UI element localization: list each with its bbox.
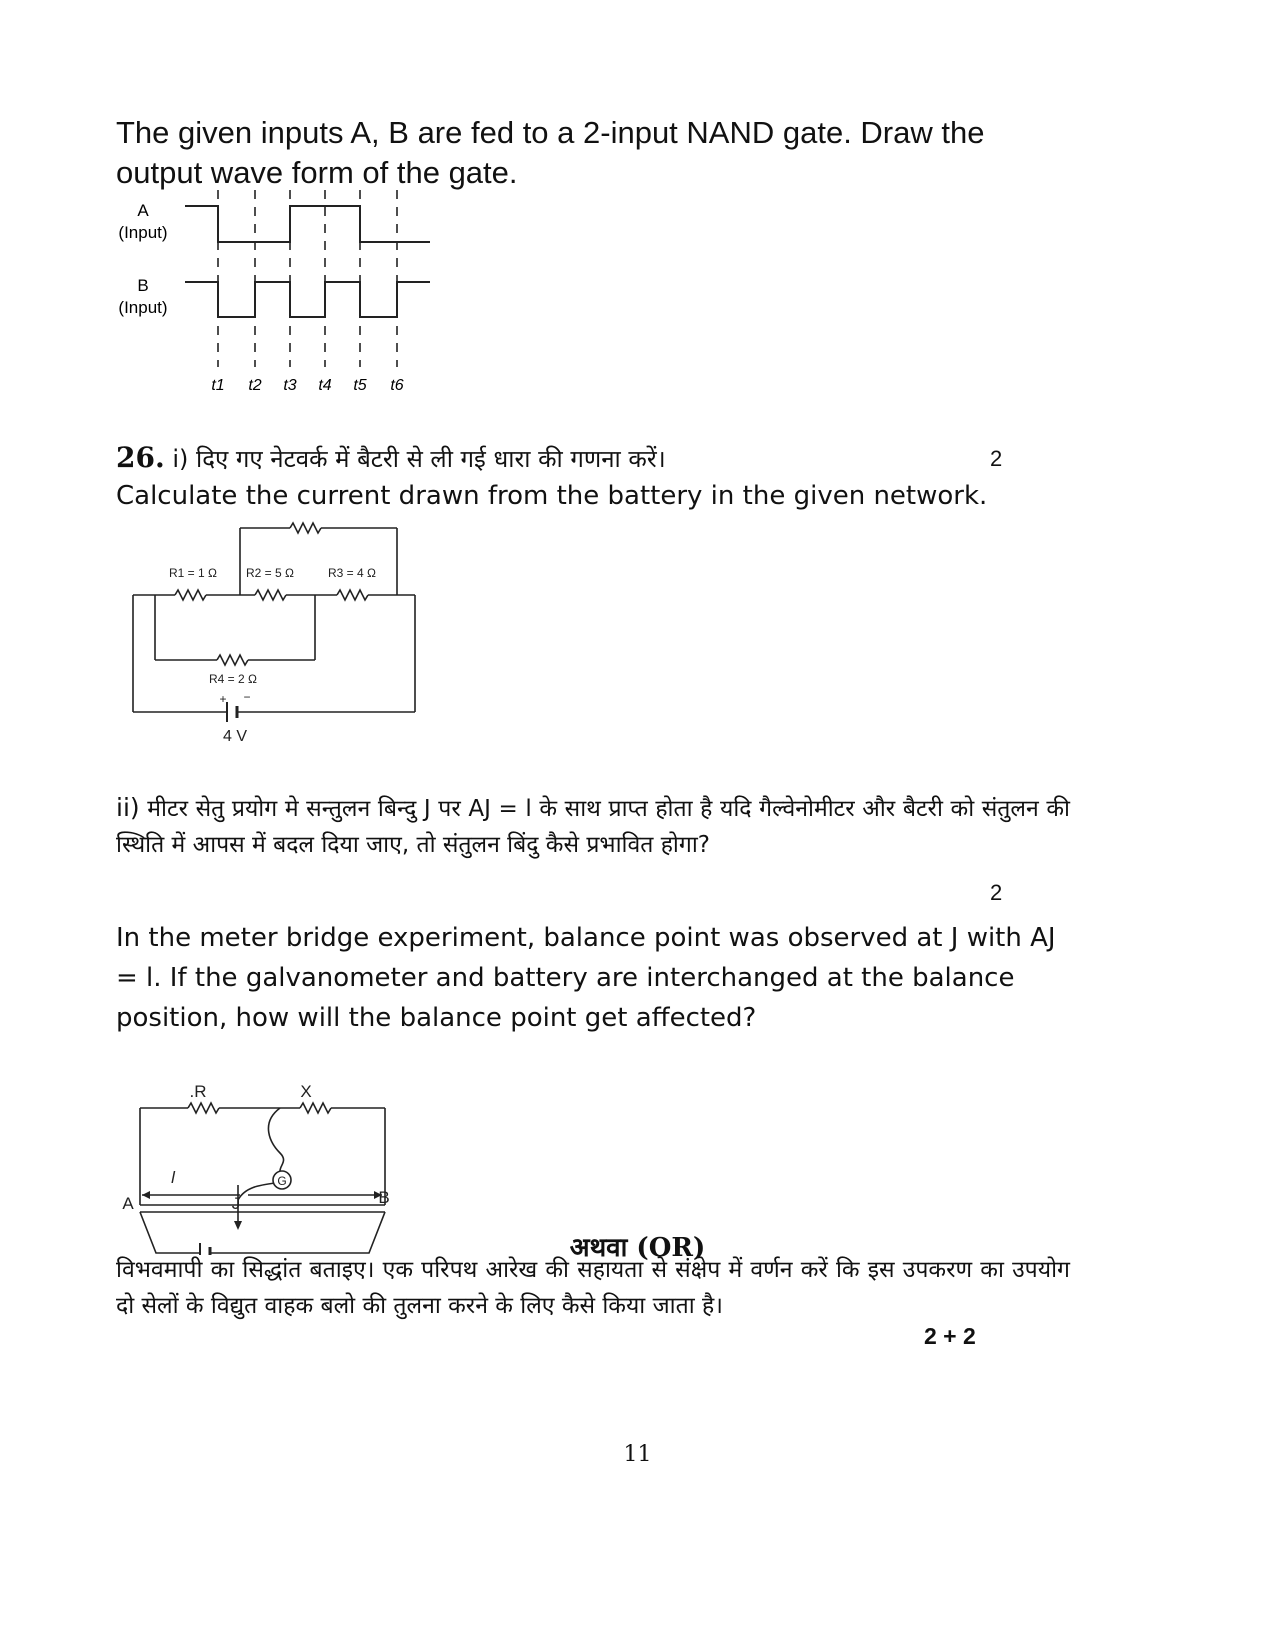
part1-hindi-text: दिए गए नेटवर्क में बैटरी से ली गई धारा की गणना करें। — [196, 445, 666, 473]
label-b: B — [378, 1188, 390, 1207]
label-r4: R4 = 2 Ω — [209, 672, 257, 686]
part2-marks: 2 — [990, 880, 1003, 905]
part2-english-text: In the meter bridge experiment, balance point was observed at J with AJ = l. If the galvanometer and battery are interchanged at the balance position, how will the balance point get affected? — [116, 923, 1056, 1033]
label-r: .R — [189, 1082, 207, 1101]
time-label-t1: t1 — [211, 377, 225, 394]
label-r2: R2 = 5 Ω — [246, 566, 294, 580]
page-number: 11 — [623, 1442, 652, 1467]
resistor-r3 — [337, 590, 368, 600]
time-label-t6: t6 — [390, 377, 404, 394]
resistor-x — [300, 1103, 331, 1113]
galvanometer-icon — [273, 1171, 291, 1189]
part1-english-text: Calculate the current drawn from the battery in the given network. — [116, 481, 988, 511]
q25-question-text: The given inputs A, B are fed to a 2-input NAND gate. Draw the output wave form of the gate. — [116, 115, 985, 190]
resistor-r1 — [175, 590, 206, 600]
part1-prefix: i) — [172, 445, 189, 473]
part2-hindi-text: मीटर सेतु प्रयोग मे सन्तुलन बिन्दु J पर AJ = l के साथ प्राप्त होता है यदि गैल्वेनोमीटर और बैटरी को संतुलन की स्थिति में आपस में बदल दिया जाए, तो संतुलन बिंदु कैसे प्रभावित होगा? — [116, 796, 1071, 858]
label-a: A — [122, 1194, 134, 1213]
label-x: X — [300, 1082, 312, 1101]
time-label-t5: t5 — [353, 377, 367, 394]
resistor-r2 — [255, 590, 286, 600]
part2-prefix: ii) — [116, 793, 140, 822]
q26-part1-hindi-line — [116, 440, 666, 477]
resistor-network-diagram — [125, 515, 435, 775]
time-label-t3: t3 — [283, 377, 297, 394]
or-marks: 2 + 2 — [924, 1323, 976, 1349]
label-r3: R3 = 4 Ω — [328, 566, 376, 580]
label-r5 — [282, 515, 330, 516]
label-l: l — [171, 1168, 175, 1187]
resistor-r4 — [217, 655, 248, 665]
label-j: J — [231, 1194, 241, 1213]
input-b-label: B — [137, 276, 149, 295]
input-a-sublabel: (Input) — [118, 223, 168, 242]
resistor-r — [188, 1103, 219, 1113]
time-label-t4: t4 — [318, 377, 332, 394]
part1-marks: 2 — [990, 446, 1003, 471]
input-a-waveform — [185, 206, 430, 242]
or-heading: अथवा (OR) — [569, 1233, 706, 1263]
resistor-r5 — [290, 523, 321, 533]
input-b-waveform — [185, 282, 430, 317]
battery-minus: − — [243, 690, 251, 704]
label-g: G — [277, 1174, 287, 1188]
label-battery: 4 V — [222, 728, 248, 745]
label-r1: R1 = 1 Ω — [169, 566, 217, 580]
part2-hindi-paragraph — [116, 790, 1070, 863]
battery-icon — [227, 702, 237, 722]
battery-plus: + — [219, 692, 227, 706]
question-number: 26. — [116, 441, 165, 474]
input-b-sublabel: (Input) — [118, 298, 168, 317]
input-a-label: A — [137, 201, 149, 220]
nand-waveform-diagram — [110, 185, 450, 410]
time-label-t2: t2 — [248, 377, 262, 394]
or-question-text: विभवमापी का सिद्धांत बताइए। एक परिपथ आरेख की सहायता से संक्षेप में वर्णन करें कि इस उपकरण का उपयोग दो सेलों के विद्युत वाहक बलो की तुलना करने के लिए कैसे किया जाता है। — [116, 1257, 1070, 1319]
